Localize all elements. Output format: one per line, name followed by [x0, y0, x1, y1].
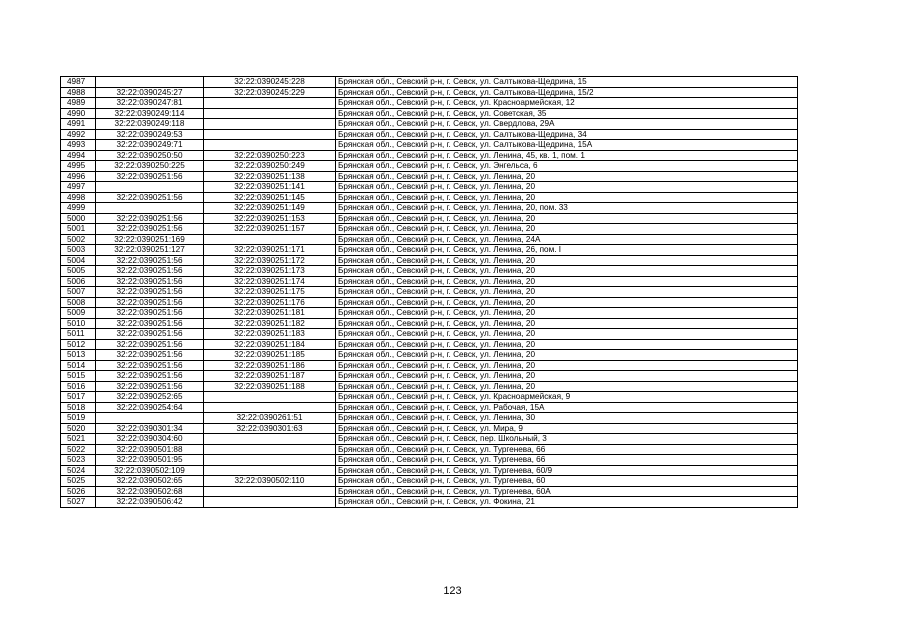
table-row — [61, 444, 798, 455]
row-number-cell: 5011 — [61, 329, 96, 340]
land-cadastral-number-cell — [96, 203, 204, 214]
address-cell: Брянская обл., Севский р-н, г. Севск, ул. Ленина, 20 — [336, 350, 798, 361]
land-cadastral-number-cell: 32:22:0390251:56 — [96, 308, 204, 319]
building-cadastral-number-cell — [204, 129, 336, 140]
row-number-cell: 4988 — [61, 87, 96, 98]
building-cadastral-number-cell: 32:22:0390250:249 — [204, 161, 336, 172]
row-number-cell: 4987 — [61, 77, 96, 88]
land-cadastral-number-cell: 32:22:0390251:56 — [96, 360, 204, 371]
land-cadastral-number-cell: 32:22:0390502:109 — [96, 465, 204, 476]
row-number-cell: 5012 — [61, 339, 96, 350]
row-number-cell: 5015 — [61, 371, 96, 382]
row-number-cell: 5006 — [61, 276, 96, 287]
address-cell: Брянская обл., Севский р-н, г. Севск, ул. Ленина, 26, пом. I — [336, 245, 798, 256]
row-number-cell: 5014 — [61, 360, 96, 371]
land-cadastral-number-cell: 32:22:0390245:27 — [96, 87, 204, 98]
land-cadastral-number-cell: 32:22:0390251:56 — [96, 350, 204, 361]
row-number-cell: 5020 — [61, 423, 96, 434]
land-cadastral-number-cell: 32:22:0390501:88 — [96, 444, 204, 455]
address-cell: Брянская обл., Севский р-н, г. Севск, ул. Мира, 9 — [336, 423, 798, 434]
table-row — [61, 129, 798, 140]
land-cadastral-number-cell: 32:22:0390249:71 — [96, 140, 204, 151]
table-row — [61, 140, 798, 151]
table-row — [61, 224, 798, 235]
table-row — [61, 171, 798, 182]
table-row — [61, 255, 798, 266]
address-cell: Брянская обл., Севский р-н, г. Севск, ул. Красноармейская, 12 — [336, 98, 798, 109]
land-cadastral-number-cell: 32:22:0390249:114 — [96, 108, 204, 119]
table-row — [61, 276, 798, 287]
building-cadastral-number-cell — [204, 402, 336, 413]
building-cadastral-number-cell: 32:22:0390251:175 — [204, 287, 336, 298]
address-cell: Брянская обл., Севский р-н, г. Севск, ул. Ленина, 20 — [336, 266, 798, 277]
table-row — [61, 108, 798, 119]
building-cadastral-number-cell: 32:22:0390251:173 — [204, 266, 336, 277]
building-cadastral-number-cell — [204, 497, 336, 508]
address-cell: Брянская обл., Севский р-н, г. Севск, ул. Ленина, 20 — [336, 171, 798, 182]
row-number-cell: 5022 — [61, 444, 96, 455]
table-row — [61, 150, 798, 161]
table-row — [61, 77, 798, 88]
building-cadastral-number-cell — [204, 444, 336, 455]
row-number-cell: 5007 — [61, 287, 96, 298]
land-cadastral-number-cell: 32:22:0390251:56 — [96, 192, 204, 203]
table-row — [61, 234, 798, 245]
address-cell: Брянская обл., Севский р-н, г. Севск, ул. Салтыкова-Щедрина, 15/2 — [336, 87, 798, 98]
land-cadastral-number-cell: 32:22:0390249:118 — [96, 119, 204, 130]
building-cadastral-number-cell: 32:22:0390251:153 — [204, 213, 336, 224]
table-row — [61, 318, 798, 329]
table-row — [61, 476, 798, 487]
address-cell: Брянская обл., Севский р-н, г. Севск, ул. Красноармейская, 9 — [336, 392, 798, 403]
land-cadastral-number-cell: 32:22:0390252:65 — [96, 392, 204, 403]
building-cadastral-number-cell — [204, 434, 336, 445]
table-row — [61, 287, 798, 298]
building-cadastral-number-cell: 32:22:0390251:145 — [204, 192, 336, 203]
address-cell: Брянская обл., Севский р-н, г. Севск, ул. Ленина, 20 — [336, 182, 798, 193]
address-cell: Брянская обл., Севский р-н, г. Севск, ул. Свердлова, 29А — [336, 119, 798, 130]
row-number-cell: 4990 — [61, 108, 96, 119]
building-cadastral-number-cell: 32:22:0390251:185 — [204, 350, 336, 361]
row-number-cell: 5026 — [61, 486, 96, 497]
row-number-cell: 4999 — [61, 203, 96, 214]
address-cell: Брянская обл., Севский р-н, г. Севск, ул. Тургенева, 60 — [336, 476, 798, 487]
row-number-cell: 5016 — [61, 381, 96, 392]
building-cadastral-number-cell: 32:22:0390502:110 — [204, 476, 336, 487]
building-cadastral-number-cell — [204, 140, 336, 151]
land-cadastral-number-cell: 32:22:0390501:95 — [96, 455, 204, 466]
land-cadastral-number-cell: 32:22:0390251:56 — [96, 297, 204, 308]
building-cadastral-number-cell — [204, 98, 336, 109]
land-cadastral-number-cell: 32:22:0390502:65 — [96, 476, 204, 487]
building-cadastral-number-cell: 32:22:0390245:229 — [204, 87, 336, 98]
address-cell: Брянская обл., Севский р-н, г. Севск, ул. Ленина, 20 — [336, 381, 798, 392]
table-row — [61, 329, 798, 340]
table-row — [61, 465, 798, 476]
row-number-cell: 4997 — [61, 182, 96, 193]
land-cadastral-number-cell — [96, 182, 204, 193]
table-row — [61, 381, 798, 392]
building-cadastral-number-cell: 32:22:0390251:157 — [204, 224, 336, 235]
land-cadastral-number-cell: 32:22:0390247:81 — [96, 98, 204, 109]
row-number-cell: 5023 — [61, 455, 96, 466]
table-row — [61, 371, 798, 382]
address-cell: Брянская обл., Севский р-н, г. Севск, ул. Ленина, 24А — [336, 234, 798, 245]
table-row — [61, 350, 798, 361]
building-cadastral-number-cell: 32:22:0390251:187 — [204, 371, 336, 382]
row-number-cell: 5025 — [61, 476, 96, 487]
table-row — [61, 360, 798, 371]
land-cadastral-number-cell: 32:22:0390251:56 — [96, 371, 204, 382]
table-row — [61, 266, 798, 277]
row-number-cell: 4996 — [61, 171, 96, 182]
table-row — [61, 497, 798, 508]
building-cadastral-number-cell — [204, 465, 336, 476]
building-cadastral-number-cell: 32:22:0390261:51 — [204, 413, 336, 424]
address-cell: Брянская обл., Севский р-н, г. Севск, ул. Ленина, 20 — [336, 192, 798, 203]
building-cadastral-number-cell — [204, 234, 336, 245]
land-cadastral-number-cell: 32:22:0390251:56 — [96, 171, 204, 182]
address-cell: Брянская обл., Севский р-н, г. Севск, ул. Ленина, 20 — [336, 360, 798, 371]
table-row — [61, 423, 798, 434]
row-number-cell: 5005 — [61, 266, 96, 277]
table-row — [61, 182, 798, 193]
row-number-cell: 5008 — [61, 297, 96, 308]
address-cell: Брянская обл., Севский р-н, г. Севск, ул. Фокина, 21 — [336, 497, 798, 508]
row-number-cell: 5010 — [61, 318, 96, 329]
land-cadastral-number-cell: 32:22:0390506:42 — [96, 497, 204, 508]
registry-table — [60, 76, 798, 508]
row-number-cell: 5003 — [61, 245, 96, 256]
building-cadastral-number-cell — [204, 108, 336, 119]
table-row — [61, 119, 798, 130]
row-number-cell: 4989 — [61, 98, 96, 109]
building-cadastral-number-cell: 32:22:0390251:181 — [204, 308, 336, 319]
row-number-cell: 5018 — [61, 402, 96, 413]
row-number-cell: 5027 — [61, 497, 96, 508]
building-cadastral-number-cell: 32:22:0390245:228 — [204, 77, 336, 88]
land-cadastral-number-cell: 32:22:0390251:56 — [96, 318, 204, 329]
address-cell: Брянская обл., Севский р-н, г. Севск, пер. Школьный, 3 — [336, 434, 798, 445]
table-row — [61, 455, 798, 466]
table-row — [61, 434, 798, 445]
land-cadastral-number-cell: 32:22:0390251:56 — [96, 276, 204, 287]
land-cadastral-number-cell: 32:22:0390251:56 — [96, 266, 204, 277]
building-cadastral-number-cell: 32:22:0390251:149 — [204, 203, 336, 214]
building-cadastral-number-cell: 32:22:0390251:188 — [204, 381, 336, 392]
land-cadastral-number-cell: 32:22:0390249:53 — [96, 129, 204, 140]
building-cadastral-number-cell: 32:22:0390301:63 — [204, 423, 336, 434]
table-row — [61, 203, 798, 214]
table-row — [61, 413, 798, 424]
building-cadastral-number-cell — [204, 486, 336, 497]
land-cadastral-number-cell: 32:22:0390251:56 — [96, 224, 204, 235]
address-cell: Брянская обл., Севский р-н, г. Севск, ул. Ленина, 20 — [336, 255, 798, 266]
table-row — [61, 245, 798, 256]
table-row — [61, 192, 798, 203]
table-row — [61, 98, 798, 109]
address-cell: Брянская обл., Севский р-н, г. Севск, ул. Тургенева, 60А — [336, 486, 798, 497]
building-cadastral-number-cell: 32:22:0390251:138 — [204, 171, 336, 182]
land-cadastral-number-cell: 32:22:0390502:68 — [96, 486, 204, 497]
land-cadastral-number-cell — [96, 77, 204, 88]
address-cell: Брянская обл., Севский р-н, г. Севск, ул. Ленина, 20 — [336, 297, 798, 308]
table-row — [61, 161, 798, 172]
address-cell: Брянская обл., Севский р-н, г. Севск, ул. Салтыкова-Щедрина, 15 — [336, 77, 798, 88]
row-number-cell: 4993 — [61, 140, 96, 151]
address-cell: Брянская обл., Севский р-н, г. Севск, ул. Советская, 35 — [336, 108, 798, 119]
address-cell: Брянская обл., Севский р-н, г. Севск, ул. Ленина, 30 — [336, 413, 798, 424]
row-number-cell: 5019 — [61, 413, 96, 424]
building-cadastral-number-cell — [204, 392, 336, 403]
table-row — [61, 213, 798, 224]
address-cell: Брянская обл., Севский р-н, г. Севск, ул. Ленина, 20 — [336, 213, 798, 224]
row-number-cell: 5024 — [61, 465, 96, 476]
address-cell: Брянская обл., Севский р-н, г. Севск, ул. Тургенева, 66 — [336, 455, 798, 466]
land-cadastral-number-cell: 32:22:0390254:64 — [96, 402, 204, 413]
address-cell: Брянская обл., Севский р-н, г. Севск, ул. Ленина, 20 — [336, 318, 798, 329]
address-cell: Брянская обл., Севский р-н, г. Севск, ул. Ленина, 20 — [336, 224, 798, 235]
row-number-cell: 4998 — [61, 192, 96, 203]
building-cadastral-number-cell: 32:22:0390250:223 — [204, 150, 336, 161]
land-cadastral-number-cell: 32:22:0390251:56 — [96, 381, 204, 392]
row-number-cell: 4995 — [61, 161, 96, 172]
address-cell: Брянская обл., Севский р-н, г. Севск, ул. Тургенева, 60/9 — [336, 465, 798, 476]
address-cell: Брянская обл., Севский р-н, г. Севск, ул. Ленина, 20 — [336, 276, 798, 287]
row-number-cell: 5017 — [61, 392, 96, 403]
building-cadastral-number-cell: 32:22:0390251:174 — [204, 276, 336, 287]
row-number-cell: 5009 — [61, 308, 96, 319]
building-cadastral-number-cell: 32:22:0390251:171 — [204, 245, 336, 256]
address-cell: Брянская обл., Севский р-н, г. Севск, ул. Ленина, 20 — [336, 339, 798, 350]
address-cell: Брянская обл., Севский р-н, г. Севск, ул. Салтыкова-Щедрина, 34 — [336, 129, 798, 140]
building-cadastral-number-cell — [204, 455, 336, 466]
address-cell: Брянская обл., Севский р-н, г. Севск, ул. Ленина, 20 — [336, 371, 798, 382]
land-cadastral-number-cell: 32:22:0390304:60 — [96, 434, 204, 445]
building-cadastral-number-cell: 32:22:0390251:176 — [204, 297, 336, 308]
land-cadastral-number-cell: 32:22:0390251:56 — [96, 255, 204, 266]
table-row — [61, 87, 798, 98]
building-cadastral-number-cell: 32:22:0390251:182 — [204, 318, 336, 329]
page-number: 123 — [443, 585, 462, 597]
address-cell: Брянская обл., Севский р-н, г. Севск, ул. Ленина, 20, пом. 33 — [336, 203, 798, 214]
building-cadastral-number-cell: 32:22:0390251:141 — [204, 182, 336, 193]
row-number-cell: 5000 — [61, 213, 96, 224]
building-cadastral-number-cell: 32:22:0390251:184 — [204, 339, 336, 350]
table-row — [61, 392, 798, 403]
land-cadastral-number-cell: 32:22:0390250:225 — [96, 161, 204, 172]
address-cell: Брянская обл., Севский р-н, г. Севск, ул. Ленина, 20 — [336, 287, 798, 298]
land-cadastral-number-cell: 32:22:0390251:56 — [96, 287, 204, 298]
land-cadastral-number-cell: 32:22:0390251:56 — [96, 339, 204, 350]
land-cadastral-number-cell: 32:22:0390250:50 — [96, 150, 204, 161]
address-cell: Брянская обл., Севский р-н, г. Севск, ул. Энгельса, 6 — [336, 161, 798, 172]
land-cadastral-number-cell — [96, 413, 204, 424]
row-number-cell: 4994 — [61, 150, 96, 161]
address-cell: Брянская обл., Севский р-н, г. Севск, ул. Ленина, 20 — [336, 329, 798, 340]
table-row — [61, 308, 798, 319]
address-cell: Брянская обл., Севский р-н, г. Севск, ул. Рабочая, 15А — [336, 402, 798, 413]
building-cadastral-number-cell — [204, 119, 336, 130]
row-number-cell: 5021 — [61, 434, 96, 445]
land-cadastral-number-cell: 32:22:0390301:34 — [96, 423, 204, 434]
building-cadastral-number-cell: 32:22:0390251:183 — [204, 329, 336, 340]
address-cell: Брянская обл., Севский р-н, г. Севск, ул. Ленина, 45, кв. 1, пом. 1 — [336, 150, 798, 161]
row-number-cell: 4992 — [61, 129, 96, 140]
row-number-cell: 5002 — [61, 234, 96, 245]
table-row — [61, 402, 798, 413]
row-number-cell: 5001 — [61, 224, 96, 235]
address-cell: Брянская обл., Севский р-н, г. Севск, ул. Ленина, 20 — [336, 308, 798, 319]
registry-table-body — [61, 77, 798, 508]
address-cell: Брянская обл., Севский р-н, г. Севск, ул. Салтыкова-Щедрина, 15А — [336, 140, 798, 151]
table-row — [61, 339, 798, 350]
row-number-cell: 5013 — [61, 350, 96, 361]
row-number-cell: 5004 — [61, 255, 96, 266]
table-row — [61, 486, 798, 497]
building-cadastral-number-cell: 32:22:0390251:172 — [204, 255, 336, 266]
table-row — [61, 297, 798, 308]
row-number-cell: 4991 — [61, 119, 96, 130]
building-cadastral-number-cell: 32:22:0390251:186 — [204, 360, 336, 371]
land-cadastral-number-cell: 32:22:0390251:127 — [96, 245, 204, 256]
land-cadastral-number-cell: 32:22:0390251:169 — [96, 234, 204, 245]
land-cadastral-number-cell: 32:22:0390251:56 — [96, 213, 204, 224]
address-cell: Брянская обл., Севский р-н, г. Севск, ул. Тургенева, 66 — [336, 444, 798, 455]
land-cadastral-number-cell: 32:22:0390251:56 — [96, 329, 204, 340]
